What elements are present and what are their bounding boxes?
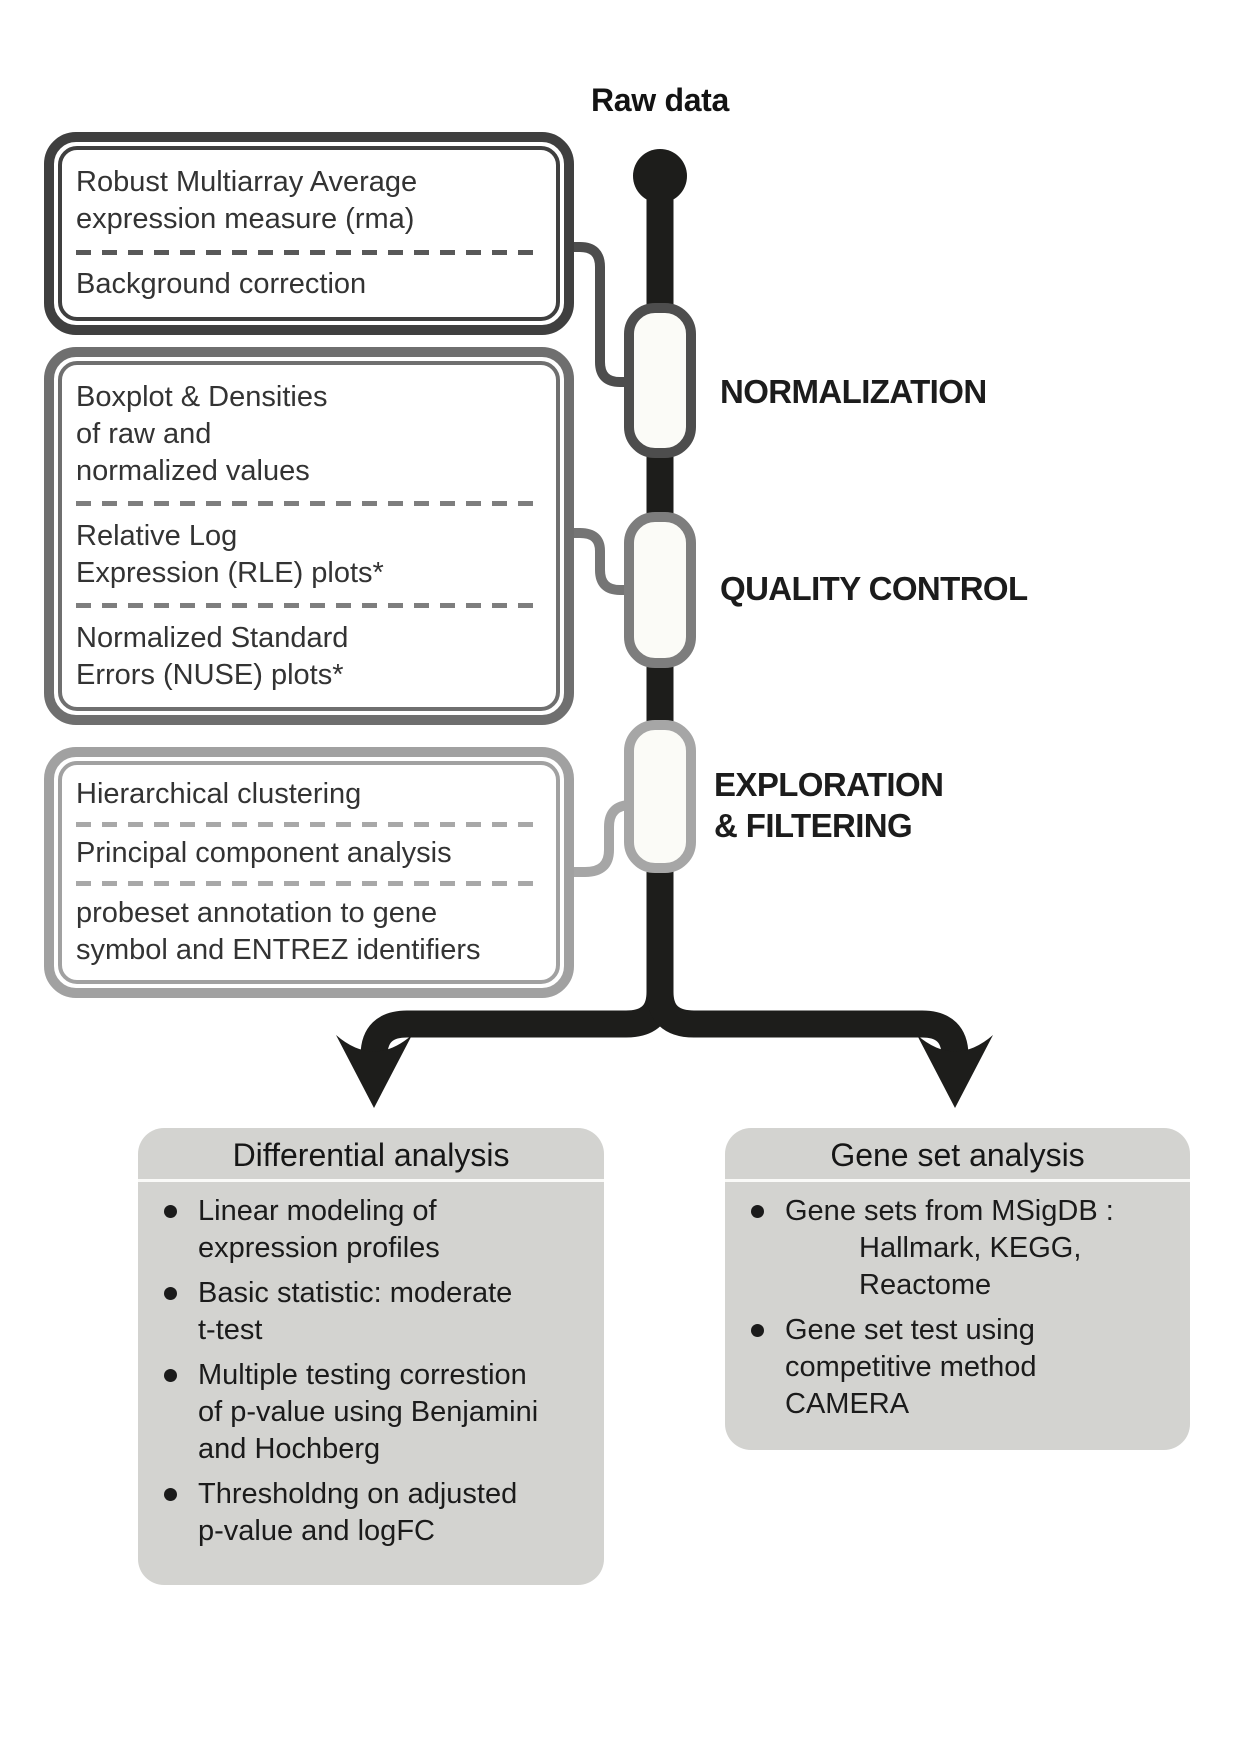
method-segment [76,617,548,697]
method-line: normalized values [76,454,310,487]
method-line: Background correction [76,268,367,301]
bullet-line: of p-value using Benjamini [198,1396,539,1428]
bullet-item [163,1357,594,1468]
bullet-line: Reactome [859,1269,992,1301]
method-line: symbol and ENTREZ identifiers [76,934,481,967]
bullet-line: Multiple testing correstion [198,1359,527,1391]
bullet-text [785,1312,1036,1423]
method-segment [76,161,548,241]
connector-quality-control [566,533,634,590]
method-segment [76,832,548,875]
normalization-node [629,308,691,453]
stage-label-line: QUALITY CONTROL [720,570,1028,607]
gene-set-analysis-bullets [725,1193,1190,1423]
method-line: of raw and [76,417,212,450]
bullet-line: t-test [198,1314,263,1346]
bullet-line: Linear modeling of [198,1195,437,1227]
bullet-line: Hallmark, KEGG, [859,1232,1082,1264]
bullet-line: Thresholdng on adjusted [198,1478,518,1510]
dashed-separator [76,881,544,886]
method-line: Boxplot & Densities [76,380,328,413]
bullet-icon [163,1357,198,1468]
bullet-text [198,1476,517,1550]
bullet-line: Gene set test using [785,1314,1035,1346]
bullet-icon [163,1476,198,1550]
bullet-text [198,1357,538,1468]
stage-label-line: & FILTERING [714,807,913,844]
gene-set-analysis-title: Gene set analysis [725,1128,1190,1182]
normalization-methods-box [44,132,574,335]
bullet-item [750,1193,1180,1304]
method-segment [76,263,548,306]
method-segment [76,892,548,972]
stage-label-normalization [720,371,987,412]
method-line: Robust Multiarray Average [76,165,418,198]
bullet-line: Basic statistic: moderate [198,1277,513,1309]
bullet-line: p-value and logFC [198,1515,435,1547]
exploration-methods-box-inner [58,761,560,984]
bullet-icon [750,1312,785,1423]
bullet-item [163,1275,594,1349]
method-line: Errors (NUSE) plots* [76,658,344,691]
stage-label-line: NORMALIZATION [720,373,987,410]
stage-label-line: EXPLORATION [714,766,944,803]
bullet-icon [163,1193,198,1267]
bullet-line: expression profiles [198,1232,440,1264]
method-segment [76,773,548,816]
branch-right [660,980,955,1062]
bullet-item [163,1193,594,1267]
differential-analysis-box [138,1128,604,1585]
bullet-line: and Hochberg [198,1433,381,1465]
bullet-item [750,1312,1180,1423]
quality-control-methods-box [44,347,574,725]
bullet-text [785,1193,1114,1304]
quality-control-methods-box-inner [58,361,560,711]
bullet-line: Gene sets from MSigDB : [785,1195,1114,1227]
dashed-separator [76,822,544,827]
raw-data-label: Raw data [590,82,730,118]
gene-set-analysis-box [725,1128,1190,1450]
stage-label-quality-control [720,568,1028,609]
method-line: probeset annotation to gene [76,897,438,930]
quality-control-node [629,517,691,663]
bullet-line: competitive method [785,1351,1037,1383]
bullet-icon [750,1193,785,1304]
dashed-separator [76,501,544,506]
bullet-icon [163,1275,198,1349]
dashed-separator [76,603,544,608]
bullet-line: CAMERA [785,1388,910,1420]
method-line: expression measure (rma) [76,202,415,235]
method-line: Relative Log [76,519,238,552]
bullet-text [198,1275,512,1349]
method-line: Normalized Standard [76,621,349,654]
dashed-separator [76,250,544,255]
bullet-text [198,1193,440,1267]
stage-label-exploration-filtering [714,764,943,846]
normalization-methods-box-inner [58,146,560,321]
exploration-node [629,725,691,868]
differential-analysis-bullets [138,1193,604,1550]
method-line: Expression (RLE) plots* [76,556,384,589]
method-segment [76,515,548,595]
exploration-methods-box [44,747,574,998]
method-line: Hierarchical clustering [76,777,362,810]
bullet-item [163,1476,594,1550]
method-line: Principal component analysis [76,837,452,870]
differential-analysis-title: Differential analysis [138,1128,604,1182]
connector-normalization [566,247,634,382]
method-segment [76,376,548,493]
